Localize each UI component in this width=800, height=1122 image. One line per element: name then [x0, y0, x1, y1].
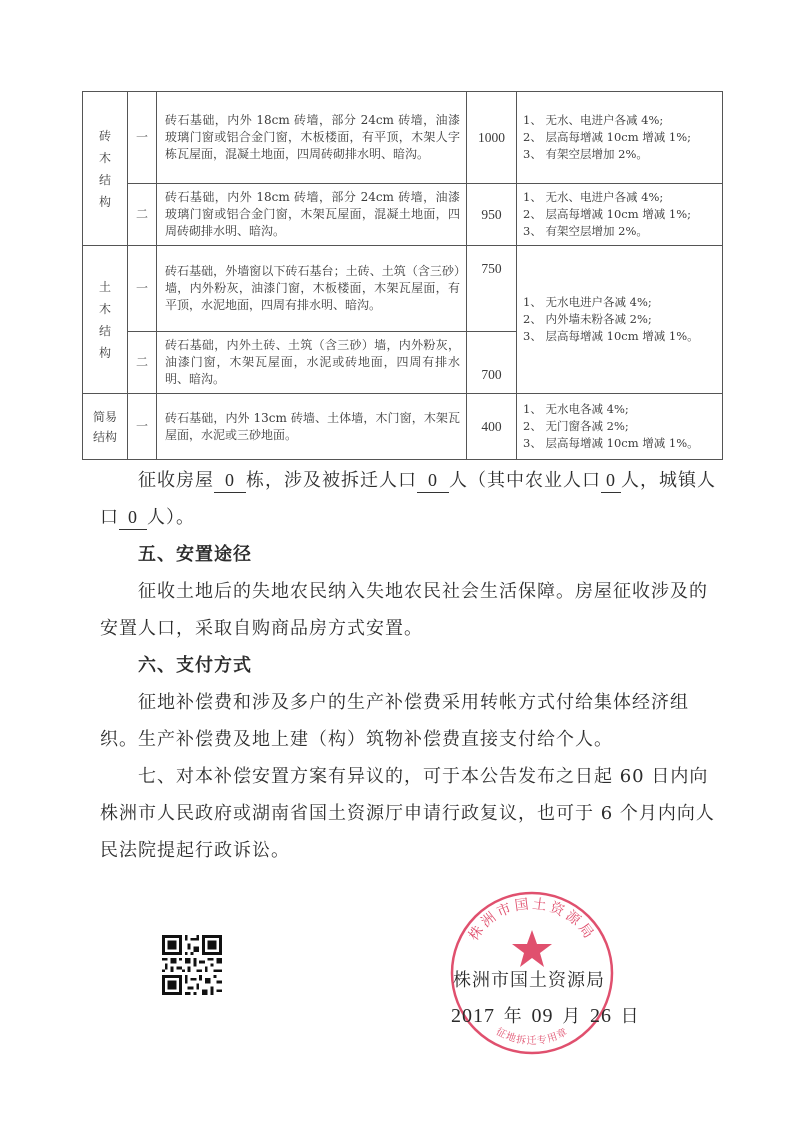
grade-cell: 一: [128, 246, 157, 332]
urban-count: 0: [119, 505, 147, 530]
seal-bottom-text: 征地拆迁专用章: [493, 1026, 571, 1048]
structure-type-cell: [83, 246, 128, 394]
note-line: 3、 层高每增减 10cm 增减 1%。: [523, 436, 699, 450]
description-cell: 砖石基础，内外 13cm 砖墙、土体墙，木门窗，木架瓦屋面，水泥或三砂地面。: [157, 394, 467, 460]
summary-text: 人（其中农业人口: [449, 470, 601, 491]
description-cell: 砖石基础，外墙窗以下砖石基台；土砖、土筑（含三砂）墙，内外粉灰，油漆门窗，木板楼面，木架瓦屋面，有平顶，水泥地面，四周有排水明、暗沟。: [157, 246, 467, 332]
summary-paragraph: [100, 462, 724, 536]
date-month: 09: [531, 1005, 554, 1027]
seal-top-text: 株洲市国土资源局: [465, 896, 599, 944]
note-line: 2、 层高每增减 10cm 增减 1%;: [523, 207, 692, 221]
structure-type-cell: [83, 92, 128, 246]
houses-count: 0: [214, 468, 246, 493]
signing-organization: 株洲市国土资源局: [453, 970, 605, 991]
table-row: [83, 184, 723, 246]
summary-text: 人，城镇人口: [100, 470, 716, 528]
structure-type: 土木结构: [98, 279, 111, 360]
table-row: [83, 246, 723, 332]
description-cell: 砖石基础，内外 18cm 砖墙，部分 24cm 砖墙，油漆玻璃门窗或铝合金门窗，木架瓦屋面，混凝土地面，四周砖砌排水明、暗沟。: [157, 184, 467, 246]
grade-cell: 二: [128, 184, 157, 246]
structure-type-cell: [83, 394, 128, 460]
date-month-unit: 月: [562, 1006, 582, 1027]
notes-cell: [517, 92, 723, 184]
agricultural-count: 0: [601, 468, 621, 493]
relocated-count: 0: [417, 468, 449, 493]
note-line: 3、 有架空层增加 2%。: [523, 224, 648, 238]
date-year: 2017: [451, 1005, 495, 1027]
note-line: 3、 有架空层增加 2%。: [523, 147, 648, 161]
notes-cell: [517, 184, 723, 246]
date-year-unit: 年: [503, 1006, 523, 1027]
price-cell: 950: [467, 184, 517, 246]
price-cell: 400: [467, 394, 517, 460]
grade-cell: 二: [128, 332, 157, 394]
grade-cell: 一: [128, 394, 157, 460]
structure-type: 砖木结构: [98, 128, 111, 209]
date-day-unit: 日: [620, 1006, 640, 1027]
summary-text: 人）。: [147, 507, 195, 528]
note-line: 1、 无水、电进户各减 4%;: [523, 190, 664, 204]
section-6-heading: 六、支付方式: [138, 655, 252, 676]
grade-cell: 一: [128, 92, 157, 184]
note-line: 2、 内外墙未粉各减 2%;: [523, 312, 652, 326]
description-cell: 砖石基础，内外土砖、土筑（含三砂）墙，内外粉灰，油漆门窗，木架瓦屋面，水泥或砖地面，四周有排水明、暗沟。: [157, 332, 467, 394]
note-line: 1、 无水电各减 4%;: [523, 402, 629, 416]
body-text: [100, 462, 724, 869]
notes-cell: [517, 394, 723, 460]
compensation-table: [82, 91, 723, 460]
signing-date: [451, 1002, 640, 1028]
note-line: 2、 无门窗各减 2%;: [523, 419, 629, 433]
description-cell: 砖石基础，内外 18cm 砖墙，部分 24cm 砖墙，油漆玻璃门窗或铝合金门窗，木板楼面，有平顶，木架人字栋瓦屋面，混凝土地面，四周砖砌排水明、暗沟。: [157, 92, 467, 184]
section-7-body: 七、对本补偿安置方案有异议的，可于本公告发布之日起 60 日内向株洲市人民政府或湖南省国土资源厅申请行政复议，也可于 6 个月内向人民法院提起行政诉讼。: [100, 766, 715, 861]
price-cell: 1000: [467, 92, 517, 184]
note-line: 1、 无水、电进户各减 4%;: [523, 113, 664, 127]
section-6-body: 征地补偿费和涉及多户的生产补偿费采用转帐方式付给集体经济组织。生产补偿费及地上建（构）筑物补偿费直接支付给个人。: [100, 692, 689, 750]
note-line: 2、 层高每增减 10cm 增减 1%;: [523, 130, 692, 144]
structure-type: 简易结构: [92, 409, 117, 444]
summary-text: 栋，涉及被拆迁人口: [246, 470, 417, 491]
table-row: [83, 394, 723, 460]
table-row: [83, 92, 723, 184]
note-line: 1、 无水电进户各减 4%;: [523, 295, 652, 309]
notes-cell: [517, 246, 723, 394]
qr-code-icon: [162, 935, 222, 995]
price-cell: 750: [467, 246, 517, 332]
price-cell: 700: [467, 332, 517, 394]
date-day: 26: [589, 1005, 612, 1027]
section-5-body: 征收土地后的失地农民纳入失地农民社会生活保障。房屋征收涉及的安置人口，采取自购商品房方式安置。: [100, 581, 708, 639]
section-5-heading: 五、安置途径: [138, 544, 252, 565]
seal-star-icon: [512, 930, 552, 967]
note-line: 3、 层高每增减 10cm 增减 1%。: [523, 329, 699, 343]
summary-text: 征收房屋: [138, 470, 214, 491]
